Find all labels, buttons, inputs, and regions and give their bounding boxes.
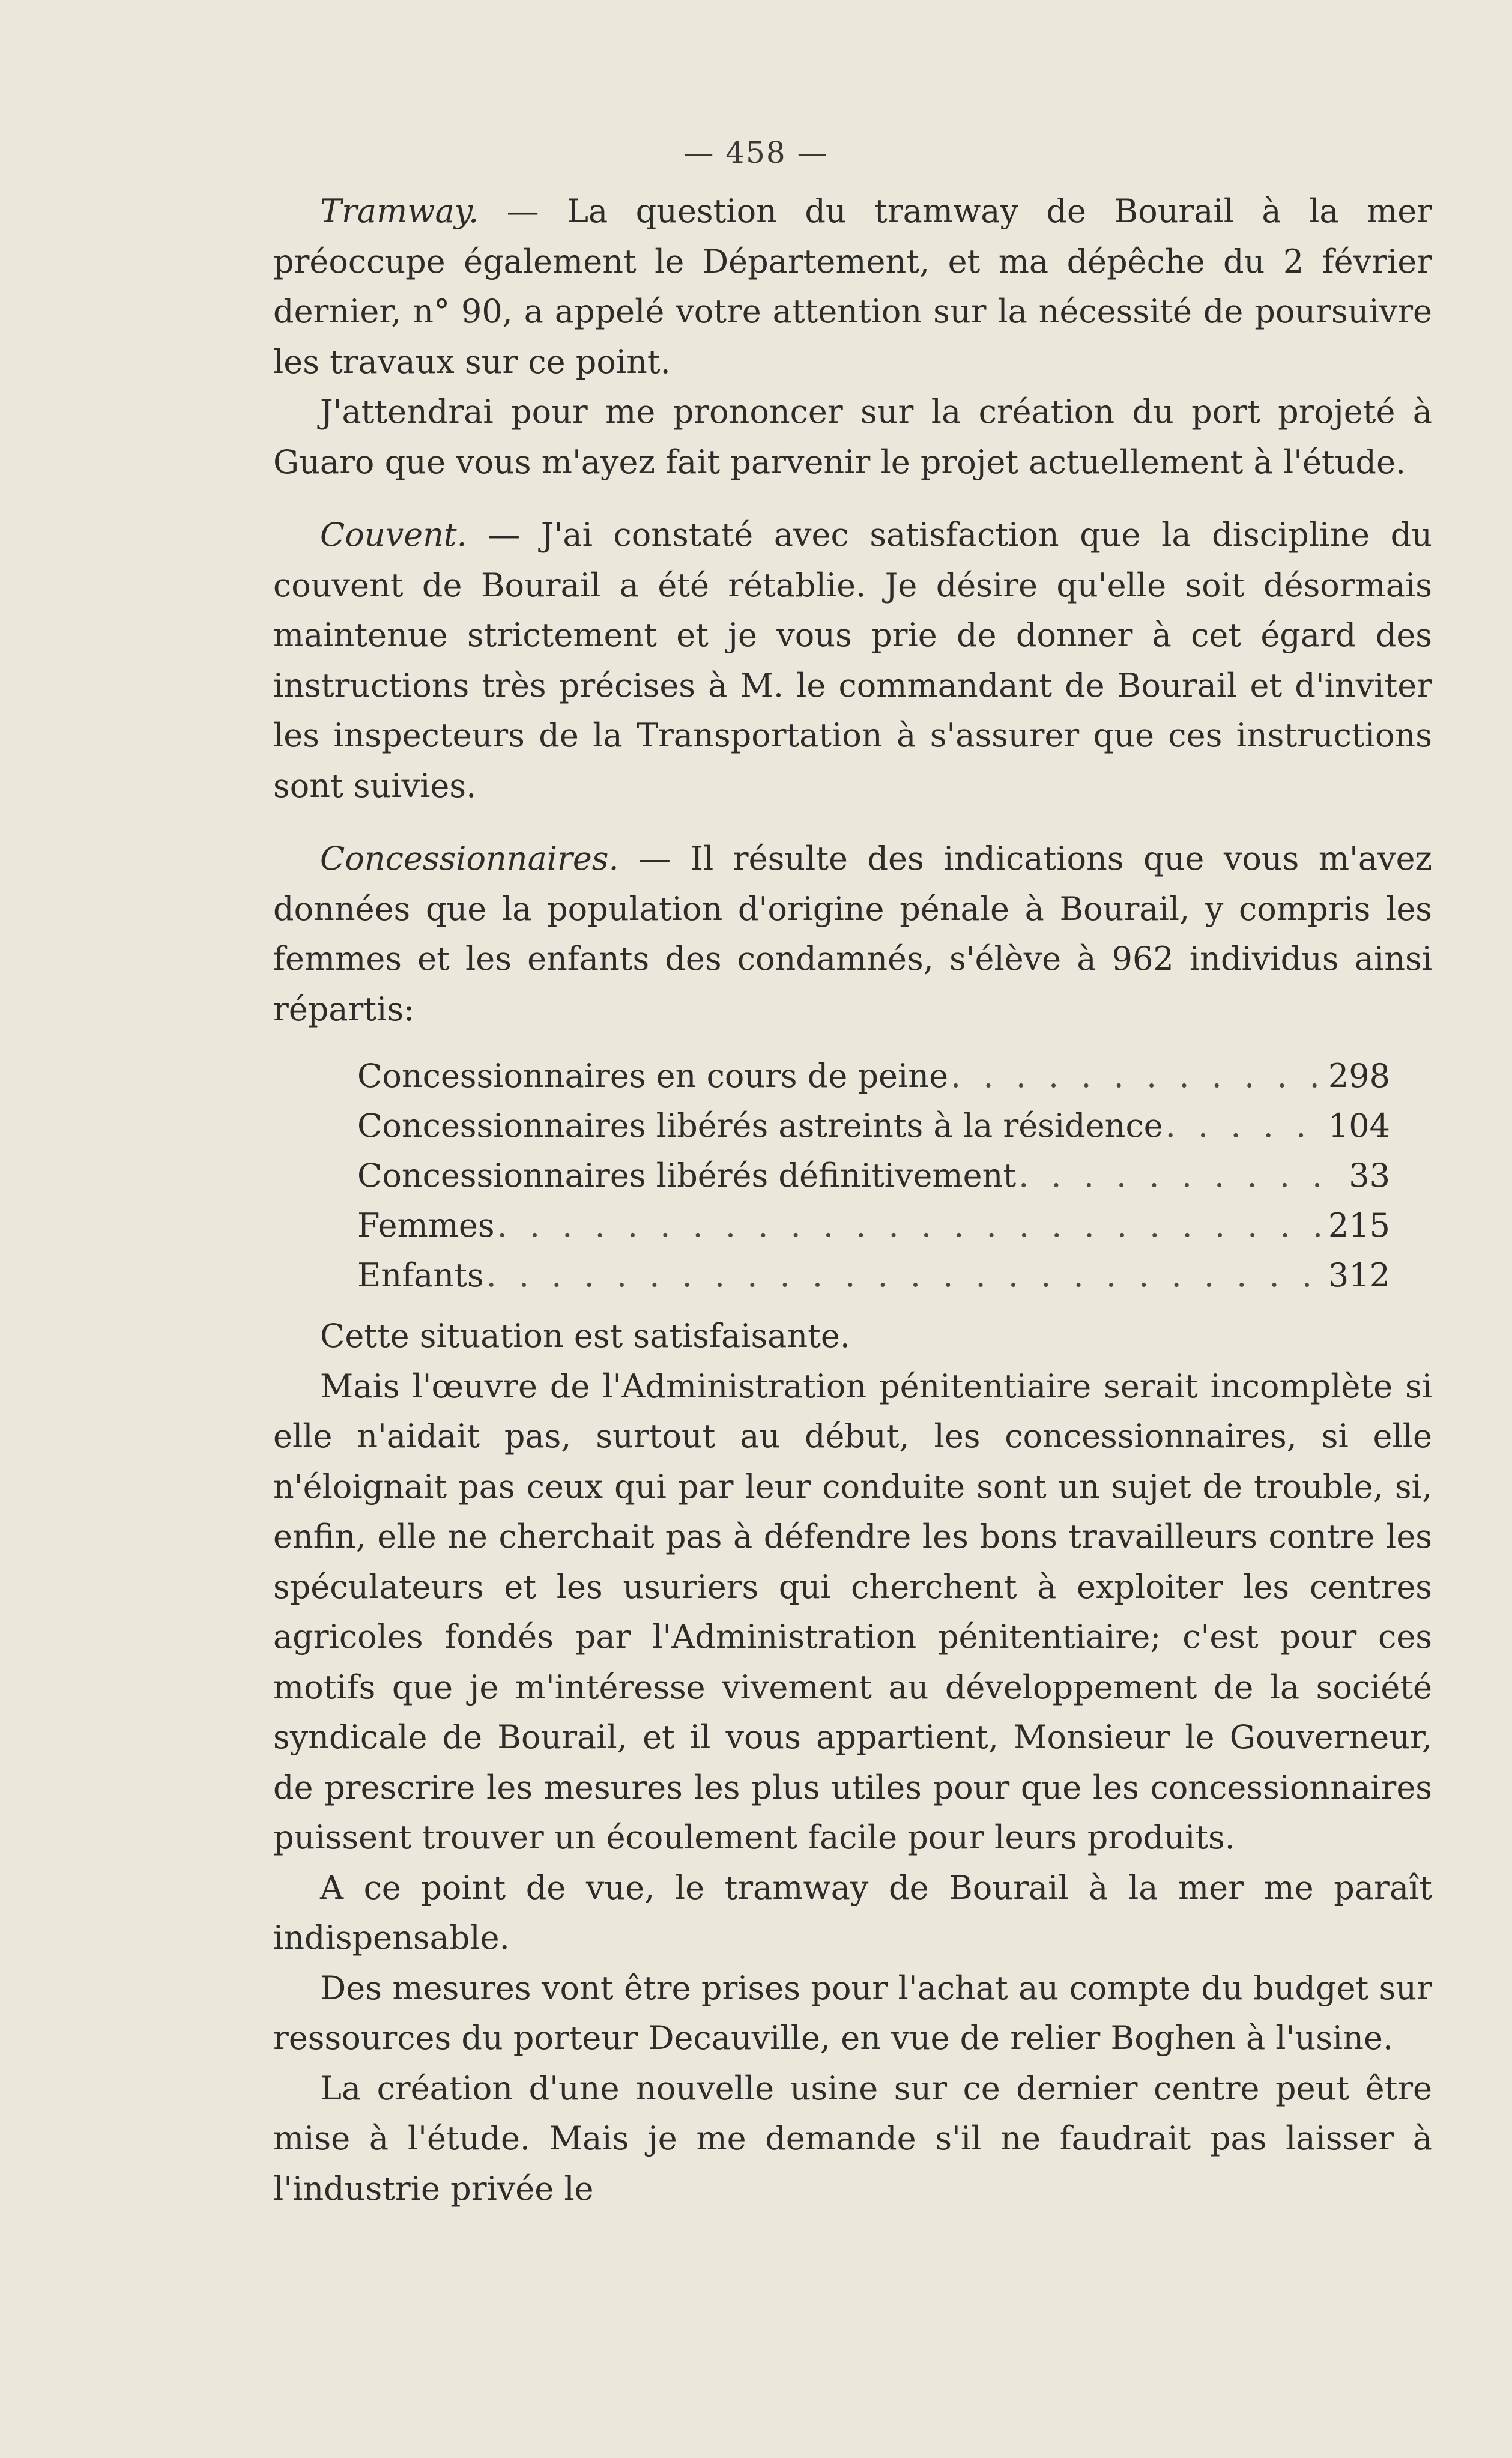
row-value: 33 [1349,1157,1390,1194]
paragraph-oeuvre: Mais l'œuvre de l'Administration pénitentiaire serait incomplète si elle n'aidait pas, surtout au début, les concessionnaires, si elle n'éloignait pas ceux qui par leur conduite sont un sujet de trouble, si, enfin, elle ne cherchait pas à défendre les bons travailleurs contre les spéculateurs et les usuriers qui cherchent à exploiter les centres agricoles fondés par l'Administration pénitentiaire; c'est pour ces motifs que je m'intéresse vivement au développement de la société syndicale de Bourail, et il vous appartient, Monsieur le Gouverneur, de prescrire les mesures les plus utiles pour que les concessionnaires puissent trouver un écoulement facile pour leurs produits. [273,1367,1432,1856]
table-row [357,1151,1390,1200]
leader-dots [484,1250,1328,1301]
paragraph-tramway [273,186,1432,387]
paragraph-text: — La question du tramway de Bourail à la mer préoccupe également le Département, et ma dépêche du 2 février dernier, n° 90, a appelé votre attention sur la nécessité de poursuivre les travaux sur ce point. [273,192,1432,381]
paragraph-point-de-vue: A ce point de vue, le tramway de Bourail à la mer me paraît indispensable. [273,1868,1432,1957]
paragraph-situation: Cette situation est satisfaisante. [320,1317,850,1355]
table-row [357,1200,1390,1250]
page-number: — 458 — [683,135,829,170]
row-label: Concessionnaires en cours de peine [357,1057,949,1095]
paragraph-text: — Il résulte des indications que vous m'avez données que la population d'origine pénale à Bourail, y compris les femmes et les enfants des condamnés, s'élève à 962 individus ainsi répartis: [273,840,1432,1028]
leader-dots [948,1051,1328,1101]
table-row [357,1101,1390,1151]
row-label: Concessionnaires libérés définitivement [357,1157,1017,1194]
paragraph-concessionnaires [273,834,1432,1034]
table-row [357,1051,1390,1101]
row-label: Enfants [357,1256,484,1294]
leader-dots [1016,1151,1330,1201]
table-row [357,1250,1390,1300]
row-value: 104 [1328,1107,1390,1145]
row-label: Concessionnaires libérés astreints à la résidence [357,1107,1163,1145]
heading-concessionnaires: Concessionnaires. [320,840,619,877]
row-label: Femmes [357,1206,495,1244]
paragraph-mesures: Des mesures vont être prises pour l'achat au compte du budget sur ressources du porteur Decauville, en vue de relier Boghen à l'usine. [273,1969,1432,2057]
row-value: 298 [1328,1057,1390,1095]
leader-dots [1163,1101,1328,1151]
body-text [273,186,1432,2214]
paragraph-text: — J'ai constaté avec satisfaction que la discipline du couvent de Bourail a été rétablie. Je désire qu'elle soit désormais maintenue strictement et je vous prie de donner à cet égard des instructions très précises à M. le commandant de Bourail et d'inviter les inspecteurs de la Transportation à s'assurer que ces instructions sont suivies. [273,516,1432,805]
paragraph-guaro: J'attendrai pour me prononcer sur la création du port projeté à Guaro que vous m'ayez fait parvenir le projet actuellement à l'étude. [273,393,1432,481]
row-value: 312 [1328,1256,1390,1294]
row-value: 215 [1328,1206,1390,1244]
leader-dots [495,1200,1328,1251]
heading-tramway: Tramway. [320,192,479,230]
population-table [357,1051,1390,1300]
paragraph-usine: La création d'une nouvelle usine sur ce dernier centre peut être mise à l'étude. Mais je me demande s'il ne faudrait pas laisser à l'industrie privée le [273,2069,1432,2208]
heading-couvent: Couvent. [320,516,467,554]
paragraph-couvent [273,510,1432,811]
